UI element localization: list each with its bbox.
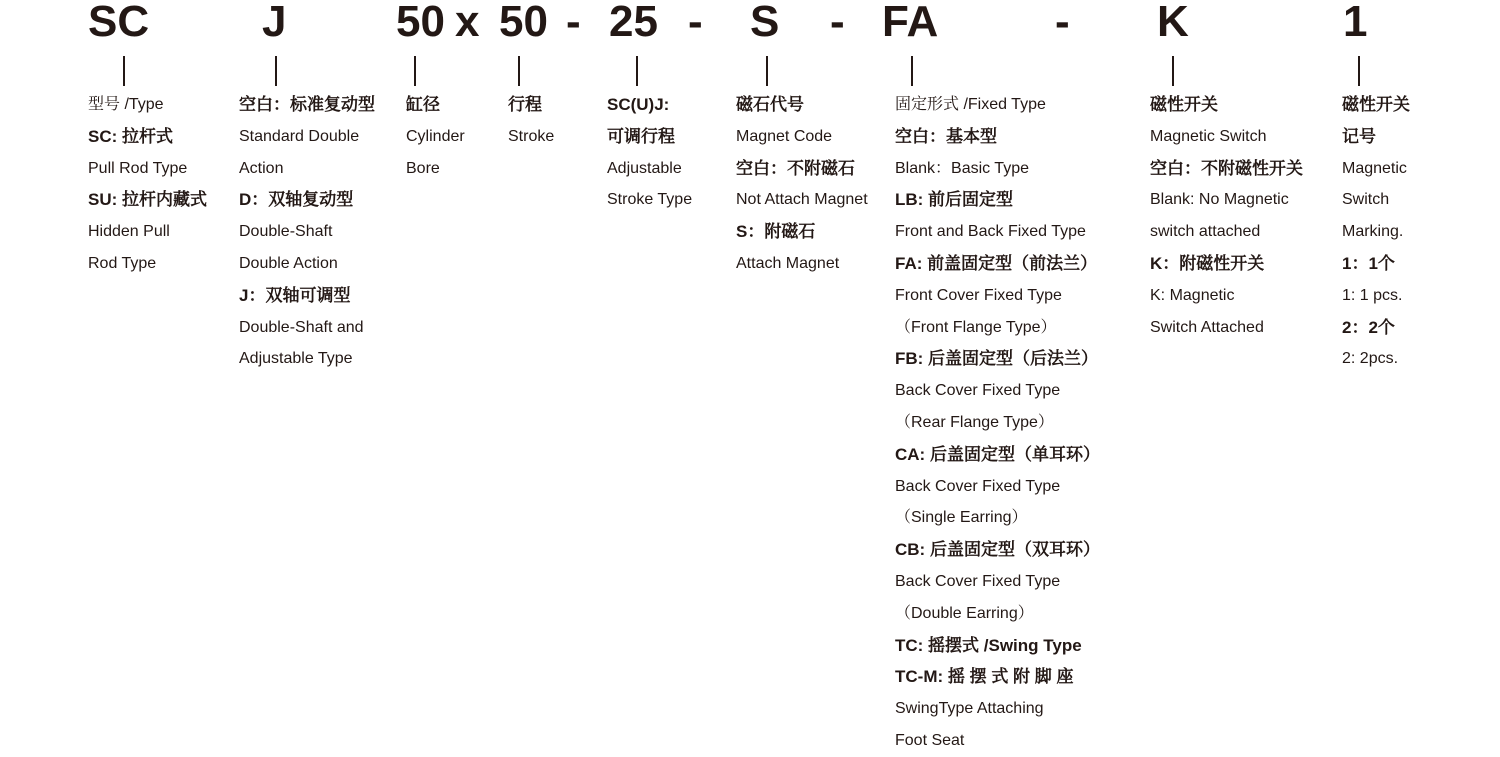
mounting-description-column <box>895 89 1100 757</box>
switch-description-column <box>1150 89 1303 343</box>
description-line: LB: 前后固定型 <box>895 190 1014 210</box>
description-line: TC-M: 摇 摆 式 附 脚 座 <box>895 667 1074 687</box>
description-line: K：附磁性开关 <box>1150 253 1265 273</box>
description-line: Magnetic Switch <box>1150 127 1267 145</box>
description-line: Action <box>239 159 284 177</box>
stroke-description-column <box>508 89 554 153</box>
description-line: 空白：不附磁石 <box>736 158 855 178</box>
code-stroke: 50 <box>499 0 548 46</box>
description-line: FA: 前盖固定型（前法兰） <box>895 253 1098 273</box>
description-line: 固定形式 /Fixed Type <box>895 96 1046 113</box>
description-line: （Front Flange Type） <box>895 318 1057 336</box>
description-line: Front and Back Fixed Type <box>895 223 1086 241</box>
description-line: Rod Type <box>88 254 157 272</box>
code-dash: - <box>688 0 703 46</box>
description-line: （Single Earring） <box>895 509 1028 527</box>
description-line: Marking. <box>1342 223 1404 241</box>
description-line: Attach Magnet <box>736 254 840 272</box>
description-line: S：附磁石 <box>736 222 816 242</box>
action-description-column <box>239 89 375 375</box>
description-line: 磁性开关 <box>1150 95 1218 114</box>
description-line: Not Attach Magnet <box>736 191 868 209</box>
code-dash: - <box>566 0 581 46</box>
code-mounting-FA: FA <box>882 0 939 46</box>
description-line: 缸径 <box>406 95 440 114</box>
description-line: （Rear Flange Type） <box>895 413 1054 431</box>
description-line: switch attached <box>1150 223 1261 241</box>
description-line: 磁石代号 <box>736 95 804 114</box>
code-magnet-S: S <box>750 0 780 46</box>
description-line: Bore <box>406 159 440 177</box>
description-line: K: Magnetic <box>1150 286 1235 304</box>
code-dash: - <box>830 0 845 46</box>
connector-line-magnet <box>766 56 768 86</box>
code-switch-K: K <box>1157 0 1189 46</box>
description-line: Adjustable Type <box>239 350 353 368</box>
description-line: Double Action <box>239 254 338 272</box>
connector-line-mounting <box>911 56 913 86</box>
description-line: Standard Double <box>239 127 360 145</box>
connector-line-marking <box>1358 56 1360 86</box>
code-type-SC: SC <box>88 0 150 46</box>
adjustable-description-column <box>607 89 692 216</box>
description-line: Foot Seat <box>895 731 965 749</box>
description-line: Hidden Pull <box>88 223 170 241</box>
description-line: Magnetic <box>1342 159 1407 177</box>
bore-description-column <box>406 89 465 184</box>
description-line: 空白：标准复动型 <box>239 95 375 114</box>
marking-description-column <box>1342 89 1410 375</box>
description-line: 行程 <box>508 95 542 114</box>
description-line: 1: 1 pcs. <box>1342 286 1403 304</box>
description-line: Blank：Basic Type <box>895 159 1029 177</box>
description-line: SwingType Attaching <box>895 700 1044 718</box>
description-line: Cylinder <box>406 127 465 145</box>
description-line: 空白：不附磁性开关 <box>1150 158 1303 178</box>
description-line: Adjustable <box>607 159 682 177</box>
description-line: J：双轴可调型 <box>239 285 351 305</box>
type-description-column <box>88 89 207 280</box>
connector-line-action <box>275 56 277 86</box>
description-line: SC: 拉杆式 <box>88 126 173 146</box>
description-line: 1：1个 <box>1342 253 1395 273</box>
description-line: Double-Shaft <box>239 223 333 241</box>
description-line: Blank: No Magnetic <box>1150 191 1289 209</box>
description-line: SC(U)J: <box>607 95 670 114</box>
code-action-J: J <box>262 0 287 46</box>
description-line: 空白：基本型 <box>895 126 997 146</box>
code-bore: 50 <box>396 0 445 46</box>
description-line: Stroke Type <box>607 191 693 209</box>
description-line: CB: 后盖固定型（双耳环） <box>895 540 1100 560</box>
code-adjustable-stroke: 25 <box>609 0 658 46</box>
code-dash: - <box>1055 0 1070 46</box>
description-line: Switch Attached <box>1150 318 1264 336</box>
magnet-description-column <box>736 89 868 280</box>
description-line: 型号 /Type <box>88 96 164 113</box>
code-times-x: x <box>455 0 480 46</box>
description-line: Back Cover Fixed Type <box>895 572 1061 590</box>
description-line: D：双轴复动型 <box>239 190 354 210</box>
description-line: SU: 拉杆内藏式 <box>88 190 207 210</box>
description-line: TC: 摇摆式 /Swing Type <box>895 635 1082 655</box>
description-line: 可调行程 <box>607 126 675 146</box>
connector-line-adjustable <box>636 56 638 86</box>
description-line: （Double Earring） <box>895 604 1034 622</box>
description-line: Double-Shaft and <box>239 318 364 336</box>
connector-line-type <box>123 56 125 86</box>
code-count-1: 1 <box>1343 0 1368 46</box>
description-line: FB: 后盖固定型（后法兰） <box>895 349 1099 369</box>
description-line: Back Cover Fixed Type <box>895 477 1061 495</box>
description-line: 磁性开关 <box>1342 95 1410 114</box>
description-line: Switch <box>1342 191 1390 209</box>
description-line: Back Cover Fixed Type <box>895 382 1061 400</box>
description-line: Stroke <box>508 127 555 145</box>
description-line: 2: 2pcs. <box>1342 350 1399 368</box>
connector-line-bore <box>414 56 416 86</box>
description-line: 记号 <box>1342 126 1376 146</box>
description-line: 2：2个 <box>1342 317 1395 337</box>
description-line: Magnet Code <box>736 127 833 145</box>
description-line: Front Cover Fixed Type <box>895 286 1062 304</box>
description-line: Pull Rod Type <box>88 159 188 177</box>
connector-line-stroke <box>518 56 520 86</box>
connector-line-switch <box>1172 56 1174 86</box>
description-line: CA: 后盖固定型（单耳环） <box>895 444 1100 464</box>
